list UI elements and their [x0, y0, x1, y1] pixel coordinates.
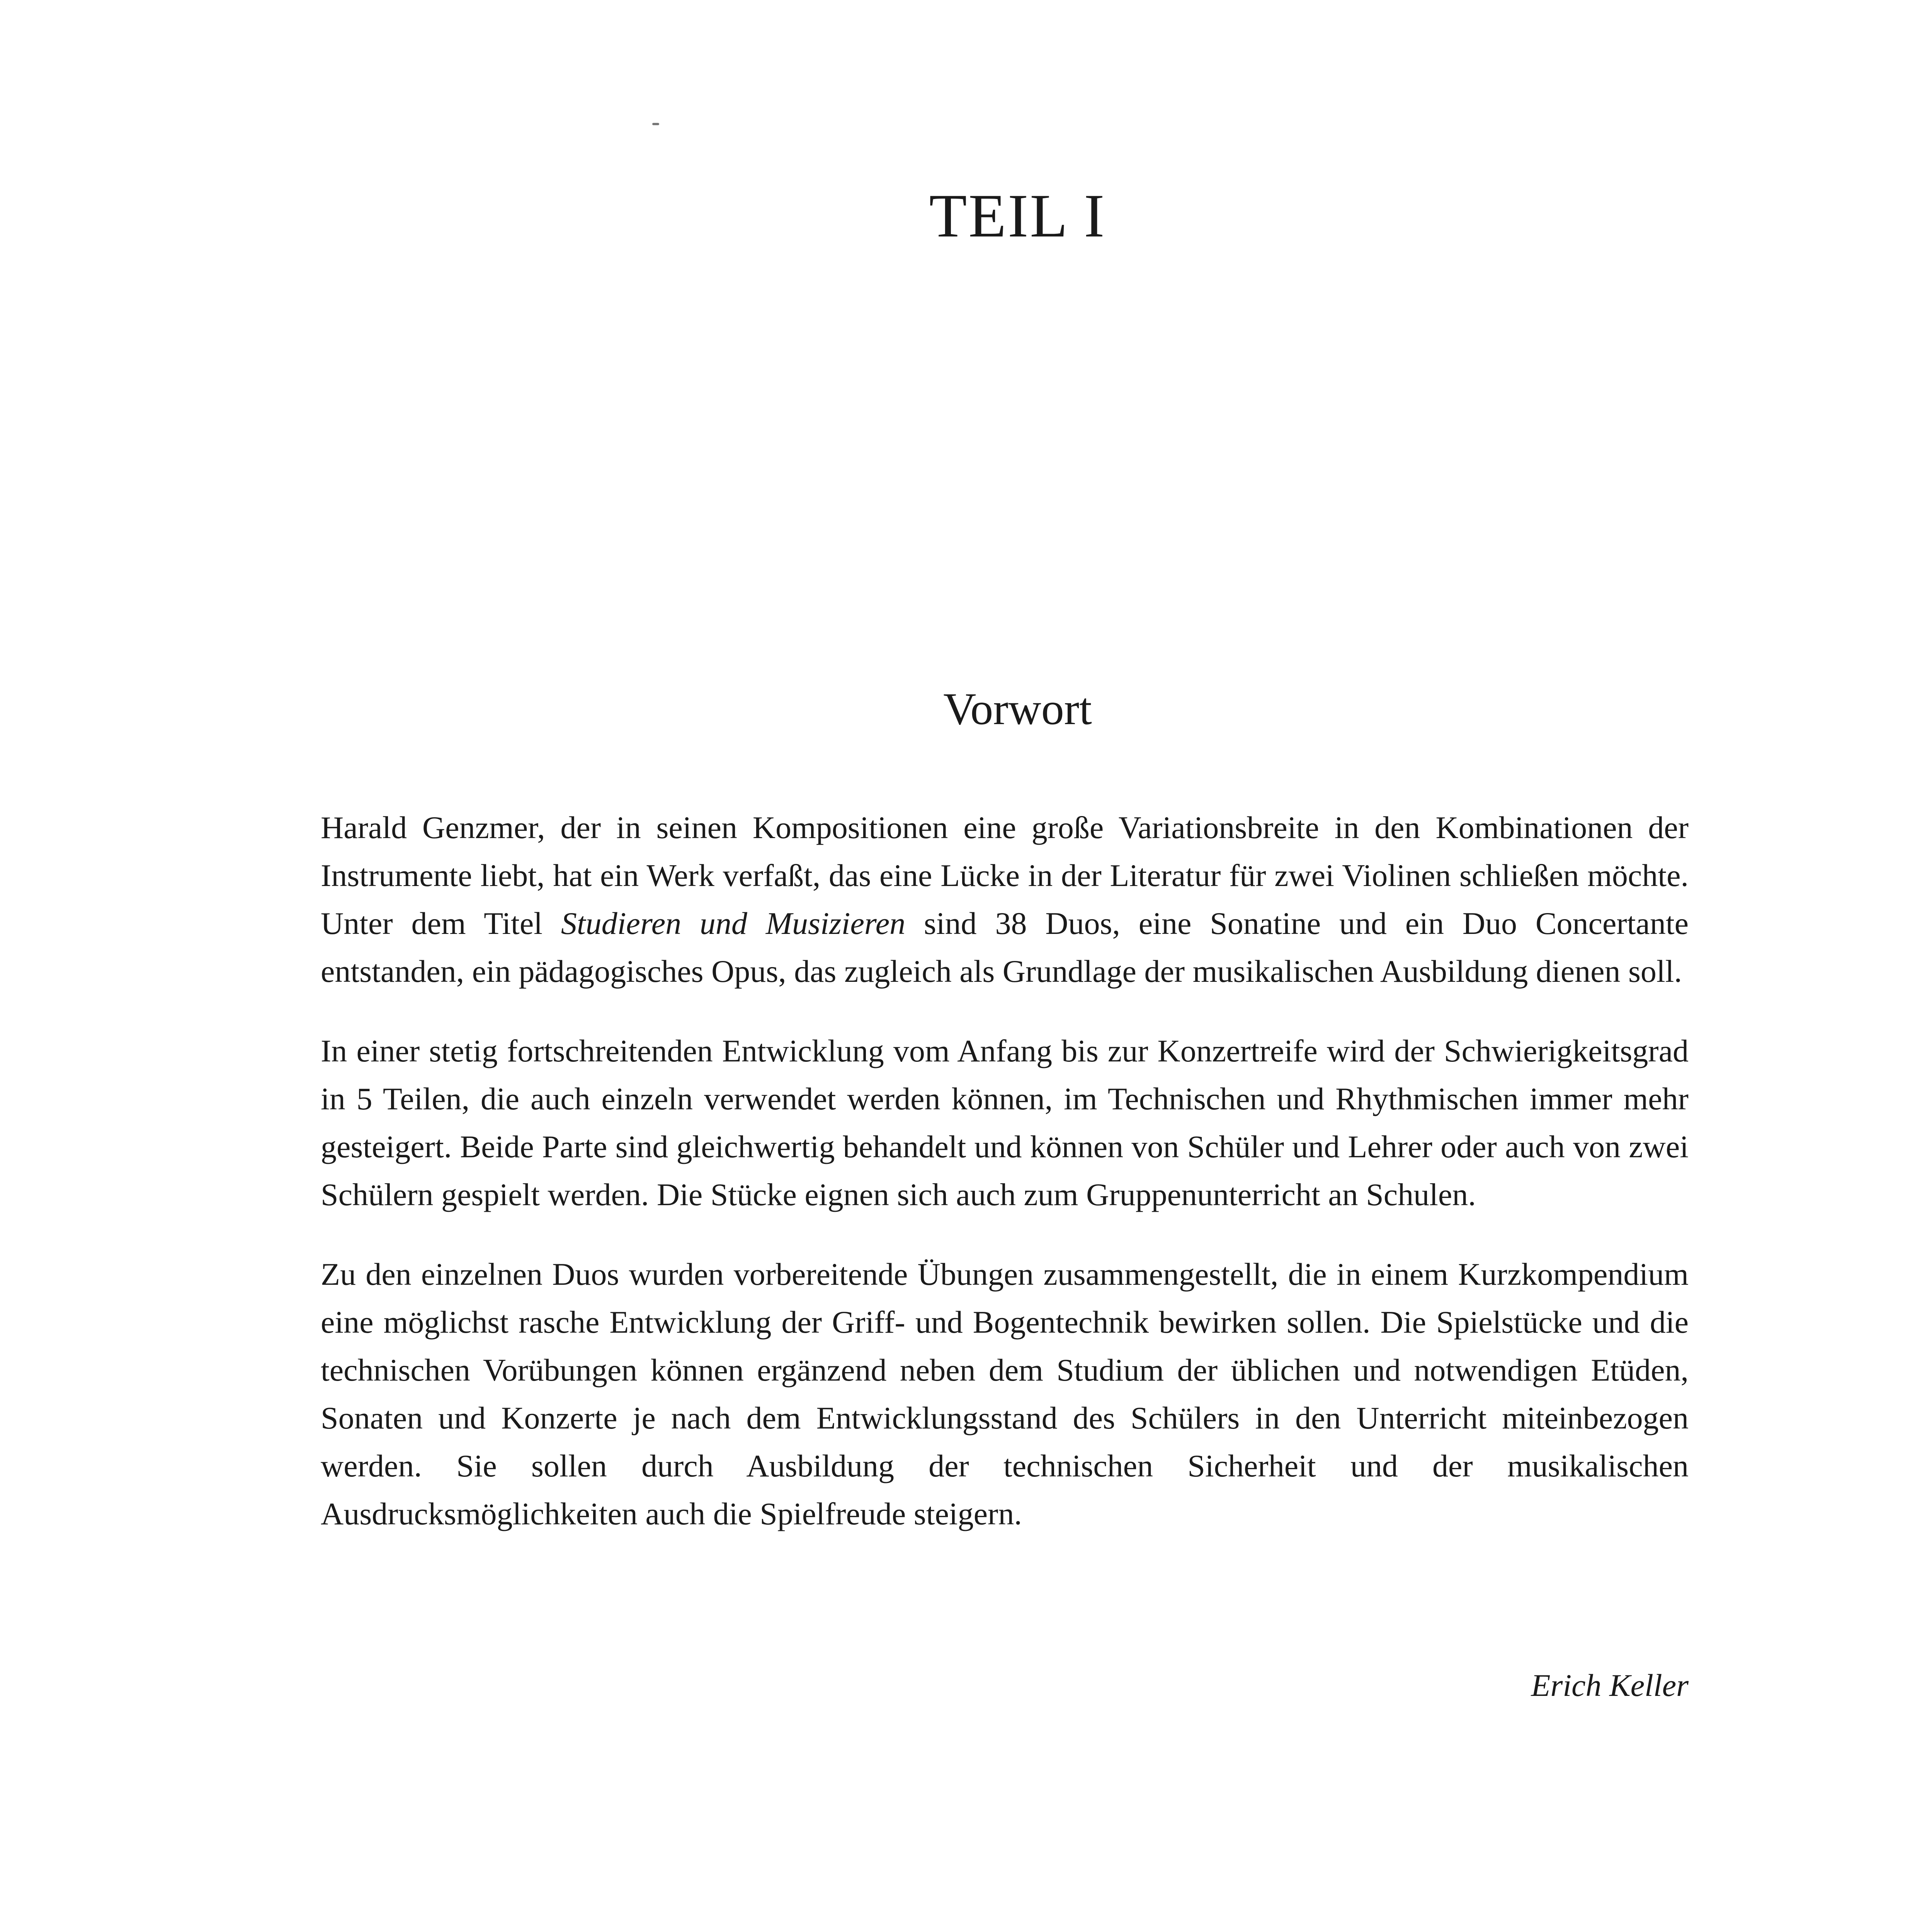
work-title: Studieren und Musizieren	[561, 906, 906, 941]
section-title: Vorwort	[943, 684, 1092, 734]
page-speck	[652, 123, 659, 125]
paragraph-3: Zu den einzelnen Duos wurden vorbereitende Übungen zusammengestellt, die in einem Kurzkompendium eine möglichst rasche Entwicklung der Griff- und Bogentechnik bewirken sollen. Die Spielstücke und die technischen Vorübungen können ergänzend neben dem Studium der üblichen und notwendigen Etüden, Sonaten und Konzerte je nach dem Entwicklungsstand des Schülers in den Unterricht miteinbezogen werden. Sie sollen durch Ausbildung der technischen Sicherheit und der musikalischen Ausdrucksmöglichkeiten auch die Spielfreude steigern.	[321, 1257, 1689, 1531]
part-title: TEIL I	[929, 181, 1106, 250]
paragraph-1-text-start: Harald Genzmer, der in seinen Kompositionen eine große Variationsbreite in den Kombinationen der Instrumente liebt, hat ein Werk verfaßt, das eine Lücke in der Literatur für zwei Violinen schließen möchte. Unter dem Titel	[321, 810, 1689, 941]
foreword-body	[321, 804, 1689, 1570]
paragraph-1-text-end: sind 38 Duos, eine Sonatine und ein Duo Concertante entstanden, ein pädagogisches Opus, das zugleich als Grundlage der musikalischen Ausbildung dienen soll.	[321, 906, 1689, 989]
paragraph-2: In einer stetig fortschreitenden Entwicklung vom Anfang bis zur Konzertreife wird der Schwierigkeitsgrad in 5 Teilen, die auch einzeln verwendet werden können, im Technischen und Rhythmischen immer mehr gesteigert. Beide Parte sind gleichwertig behandelt und können von Schüler und Lehrer oder auch von zwei Schülern gespielt werden. Die Stücke eignen sich auch zum Gruppenunterricht an Schulen.	[321, 1033, 1689, 1212]
paragraph-1	[321, 804, 1689, 995]
author-signature: Erich Keller	[1531, 1668, 1689, 1703]
